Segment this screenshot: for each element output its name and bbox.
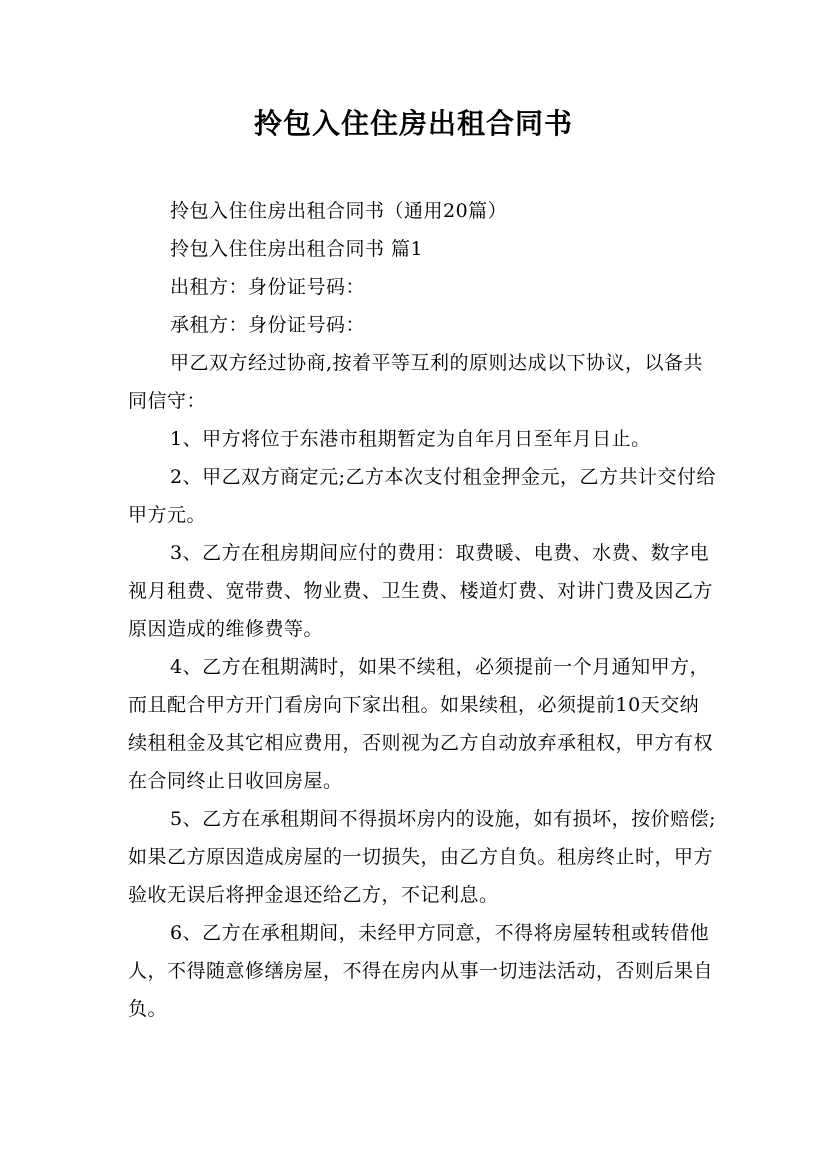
paragraph-agreement-intro: 甲乙双方经过协商,按着平等互利的原则达成以下协议，以备共同信守： <box>128 352 704 412</box>
document-body <box>128 192 718 1028</box>
paragraph-clause-5: 5、乙方在承租期间不得损坏房内的设施，如有损坏，按价赔偿;如果乙方原因造成房屋的一切损失，由乙方自负。租房终止时，甲方验收无误后将押金退还给乙方，不记利息。 <box>128 808 716 906</box>
paragraph-lessor: 出租方：身份证号码： <box>170 276 366 298</box>
paragraph-clause-1: 1、甲方将位于东港市租期暂定为自年月日至年月日止。 <box>170 428 651 450</box>
paragraph-lessee: 承租方：身份证号码： <box>170 314 366 336</box>
paragraph-clause-2: 2、甲乙双方商定元;乙方本次支付租金押金元，乙方共计交付给甲方元。 <box>128 466 716 526</box>
paragraph-section-title: 拎包入住住房出租合同书 篇1 <box>170 238 424 260</box>
paragraph-clause-4: 4、乙方在租期满时，如果不续租，必须提前一个月通知甲方，而且配合甲方开门看房向下家出租。如果续租，必须提前10天交纳续租租金及其它相应费用，否则视为乙方自动放弃承租权，甲方有权在合同终止日收回房屋。 <box>128 656 714 792</box>
document-title: 拎包入住住房出租合同书 <box>253 107 573 140</box>
paragraph-heading: 拎包入住住房出租合同书（通用20篇） <box>170 200 508 222</box>
paragraph-clause-6: 6、乙方在承租期间，未经甲方同意，不得将房屋转租或转借他人，不得随意修缮房屋，不得在房内从事一切违法活动，否则后果自负。 <box>128 922 714 1020</box>
paragraph-clause-3: 3、乙方在租房期间应付的费用：取费暖、电费、水费、数字电视月租费、宽带费、物业费、卫生费、楼道灯费、对讲门费及因乙方原因造成的维修费等。 <box>128 542 714 640</box>
